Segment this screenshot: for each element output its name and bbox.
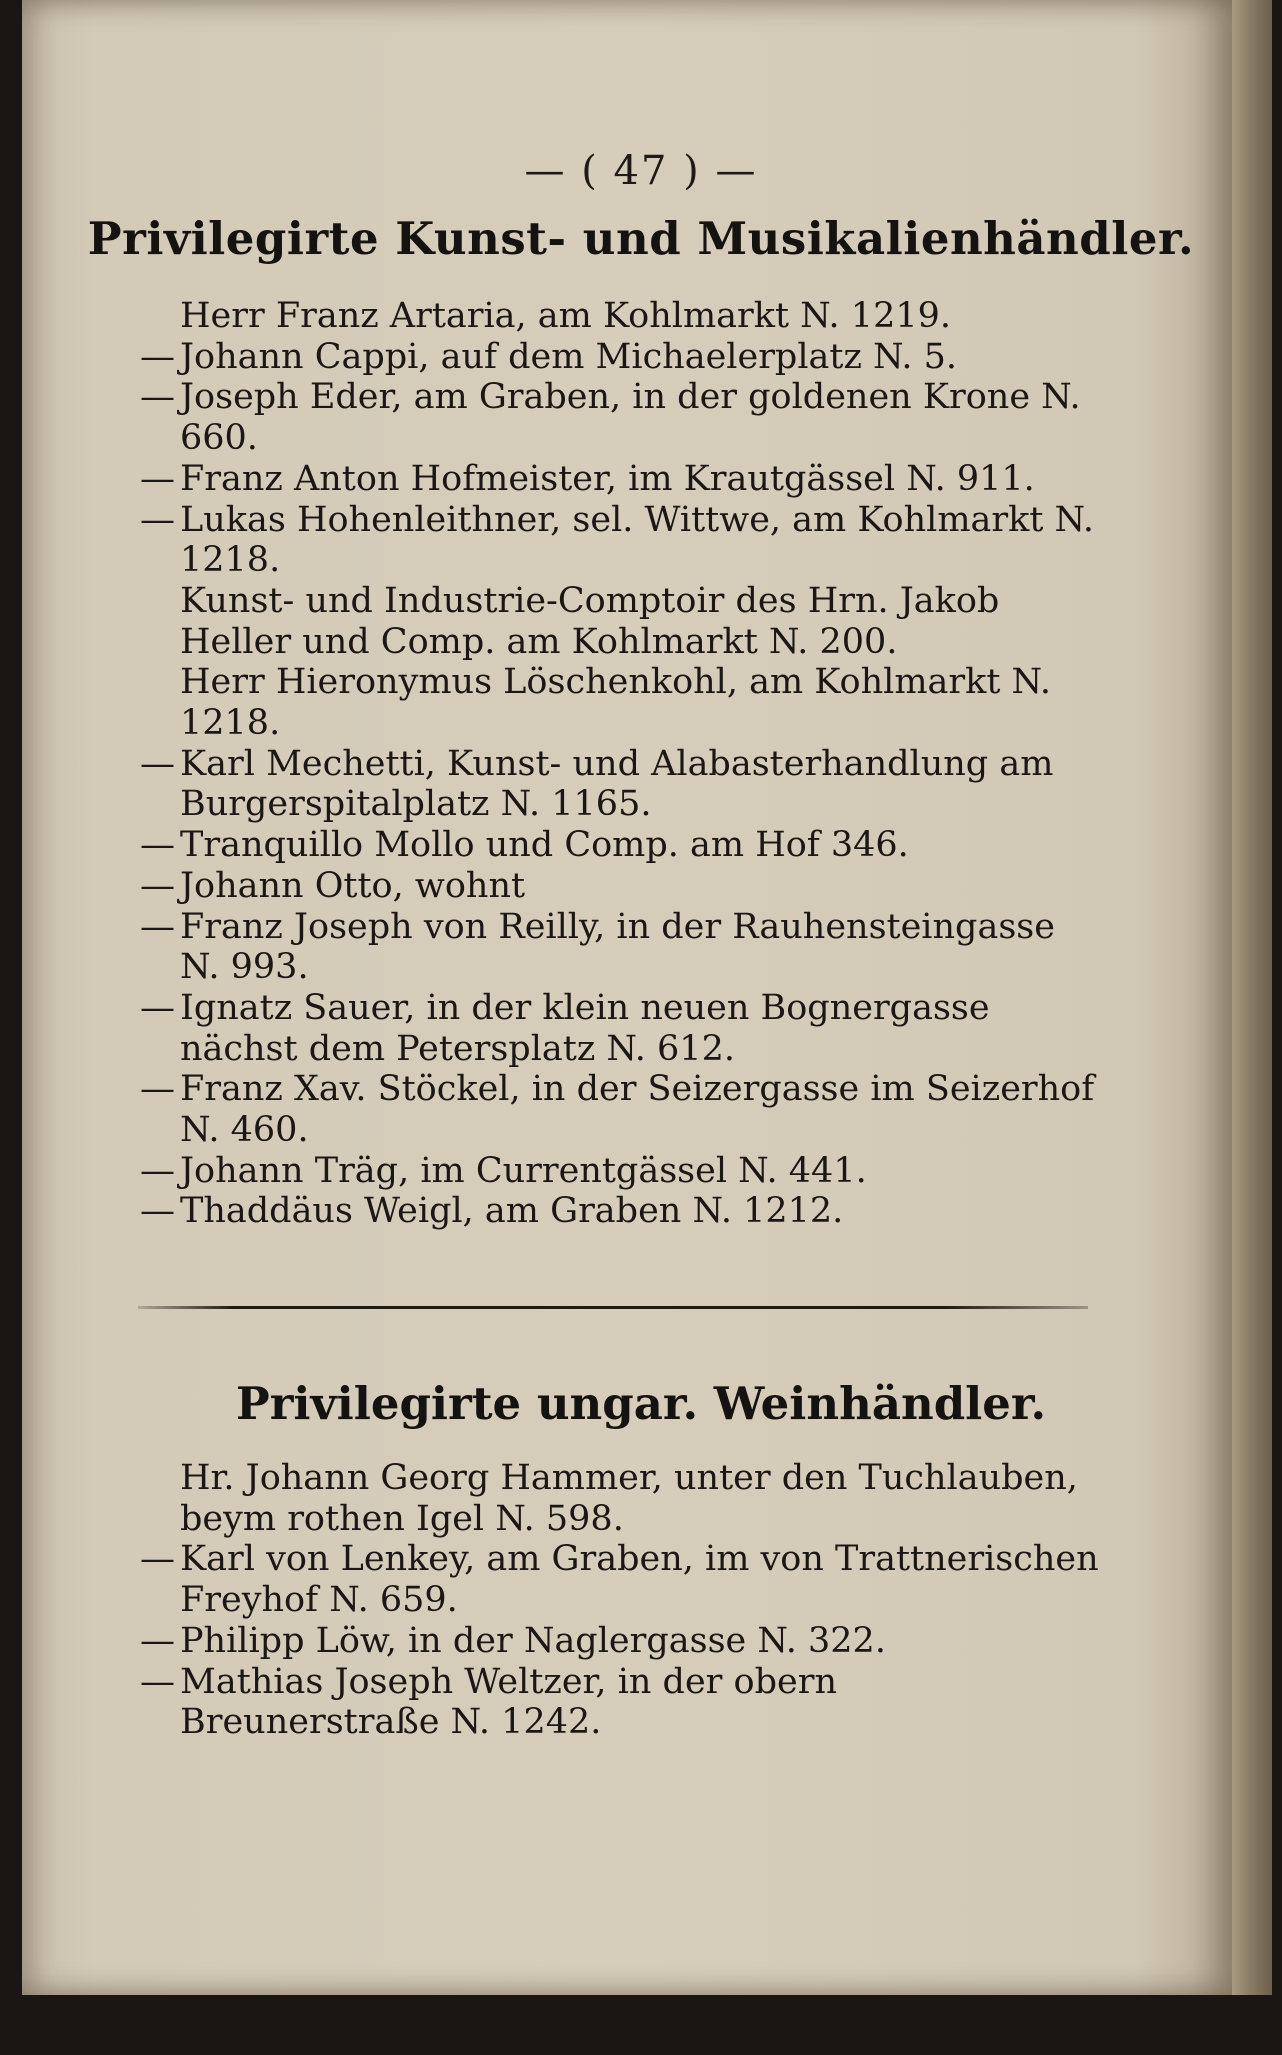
directory-entry [140, 825, 1100, 866]
ditto-dash: — [140, 1661, 175, 1702]
ditto-dash: — [140, 865, 175, 906]
ditto-dash: — [140, 1620, 175, 1661]
ditto-dash: — [140, 987, 175, 1028]
directory-entry [140, 988, 1100, 1069]
entry-text: Franz Xav. Stöckel, in der Seizergasse im Seizerhof N. 460. [180, 1069, 1095, 1151]
ditto-dash: — [140, 906, 175, 947]
section-heading-wine-dealers: Privilegirte ungar. Weinhändler. [235, 1377, 1047, 1430]
directory-entry [140, 1458, 1100, 1539]
page-number: — ( 47 ) — [524, 148, 758, 194]
ditto-dash: — [140, 458, 175, 499]
directory-entry [140, 459, 1100, 500]
entry-text: Johann Träg, im Currentgässel N. 441. [180, 1150, 867, 1191]
entry-text: Johann Cappi, auf dem Michaelerplatz N. 5. [180, 336, 958, 377]
entry-text: Mathias Joseph Weltzer, in der obern Breunerstraße N. 1242. [180, 1661, 837, 1743]
entry-text: Franz Anton Hofmeister, im Krautgässel N. 911. [180, 458, 1035, 499]
directory-entry [140, 296, 1100, 337]
directory-entry [140, 907, 1100, 988]
entry-text: Lukas Hohenleithner, sel. Wittwe, am Kohlmarkt N. 1218. [180, 499, 1095, 581]
entry-list-art-music-dealers [140, 296, 1100, 1232]
entry-text: Herr Hieronymus Löschenkohl, am Kohlmarkt N. 1218. [180, 662, 1052, 744]
entry-text: Herr Franz Artaria, am Kohlmarkt N. 1219. [180, 296, 952, 336]
directory-entry [140, 1539, 1100, 1620]
ditto-dash: — [140, 1539, 175, 1580]
page-edge [1232, 0, 1272, 1995]
directory-entry [140, 1662, 1100, 1743]
ditto-dash: — [140, 1150, 175, 1191]
entry-text: Tranquillo Mollo und Comp. am Hof 346. [180, 825, 909, 866]
ditto-dash: — [140, 336, 175, 377]
directory-entry [140, 500, 1100, 581]
directory-entry [140, 866, 1100, 907]
ditto-dash: — [140, 1191, 175, 1232]
ditto-dash: — [140, 743, 175, 784]
directory-entry [140, 1621, 1100, 1662]
entry-text: Ignatz Sauer, in der klein neuen Bognergasse nächst dem Petersplatz N. 612. [180, 987, 990, 1069]
directory-entry [140, 1151, 1100, 1192]
ditto-dash: — [140, 1069, 175, 1110]
entry-text: Joseph Eder, am Graben, in der goldenen Krone N. 660. [180, 377, 1081, 459]
ditto-dash: — [140, 825, 175, 866]
entry-text: Karl von Lenkey, am Graben, im von Trattnerischen Freyhof N. 659. [180, 1539, 1099, 1621]
directory-entry [140, 377, 1100, 458]
section-divider [138, 1306, 1088, 1309]
directory-entry [140, 744, 1100, 825]
entry-text: Franz Joseph von Reilly, in der Rauhensteingasse N. 993. [180, 906, 1055, 988]
directory-entry [140, 581, 1100, 662]
entry-list-wine-dealers [140, 1458, 1100, 1743]
directory-entry [140, 662, 1100, 743]
entry-text: Thaddäus Weigl, am Graben N. 1212. [180, 1191, 844, 1232]
entry-text: Johann Otto, wohnt [180, 865, 526, 906]
section-heading-art-music-dealers: Privilegirte Kunst- und Musikalienhändler. [87, 212, 1195, 265]
entry-text: Kunst- und Industrie-Comptoir des Hrn. Jakob Heller und Comp. am Kohlmarkt N. 200. [180, 580, 1000, 662]
entry-text: Philipp Löw, in der Naglergasse N. 322. [180, 1620, 886, 1661]
directory-entry [140, 1069, 1100, 1150]
ditto-dash: — [140, 499, 175, 540]
directory-entry [140, 1191, 1100, 1232]
entry-text: Hr. Johann Georg Hammer, unter den Tuchlauben, beym rothen Igel N. 598. [180, 1458, 1078, 1539]
directory-entry [140, 337, 1100, 378]
entry-text: Karl Mechetti, Kunst- und Alabasterhandlung am Burgerspitalplatz N. 1165. [180, 743, 1054, 825]
ditto-dash: — [140, 377, 175, 418]
